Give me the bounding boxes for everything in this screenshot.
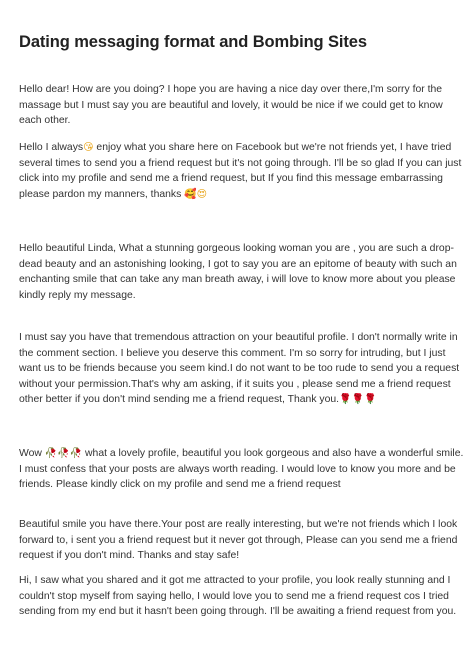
message-paragraph-7 <box>19 573 459 620</box>
line-text: other better if you don't mind sending me a friend request, Thank you. <box>19 394 340 406</box>
line-text: Wow <box>19 448 45 459</box>
paragraph-line: massage but I must say you are beautiful and lovely, it would be nice if we could get to know <box>19 99 443 111</box>
line-text: what a lovely profile, beautiful you look gorgeous and also have a wonderful smile. <box>82 448 464 459</box>
paragraph-line: each other. <box>19 115 71 127</box>
paragraph-line: request if you don't mind. Thanks and stay safe! <box>19 550 240 562</box>
paragraph-line: sending from my end but it hasn't been going through. I'll be awaiting a friend request from you. <box>19 606 457 618</box>
message-paragraph-4 <box>19 330 459 408</box>
paragraph-line: the comment section. I believe you deserve this comment. I'm so sorry for intruding, but I just <box>19 347 446 359</box>
line-text: please pardon my manners, thanks <box>19 188 185 200</box>
paragraph-line: Hi, I saw what you shared and it got me attracted to your profile, you look really stunning and I <box>19 575 451 586</box>
paragraph-line: click into my profile and send me a friend request, but If you find this message embarrassing <box>19 173 443 185</box>
paragraph-line: dead beauty and an astonishing looking, I got to say you are an epitome of beauty with such an <box>19 258 457 270</box>
paragraph-line: couldn't stop myself from saying hello, I would love you to send me a friend request cos I tried <box>19 590 449 602</box>
paragraph-line: Hello beautiful Linda, What a stunning gorgeous looking woman you are , you are such a drop- <box>19 243 454 254</box>
message-paragraph-5 <box>19 446 464 493</box>
paragraph-line <box>19 392 459 408</box>
message-paragraph-2 <box>19 140 462 202</box>
paragraph-line: several times to send you a friend request but it's not going through. I'll be so glad If you can just <box>19 157 462 169</box>
paragraph-line: Beautiful smile you have there.Your post are really interesting, but we're not friends which I look <box>19 519 458 530</box>
paragraph-line: Hello dear! How are you doing? I hope you are having a nice day over there,I'm sorry for the <box>19 84 443 95</box>
paragraph-line: I must say you have that tremendous attraction on your beautiful profile. I don't normally write in <box>19 332 458 343</box>
paragraph-line: forward to, i sent you a friend request but it never got through, Please can you send me a friend <box>19 534 458 546</box>
message-paragraph-1 <box>19 82 459 129</box>
kissing-face-icon: 😘 <box>83 142 94 153</box>
paragraph-line: I must confess that your posts are always worth reading. I would love to know you more and be <box>19 463 456 475</box>
paragraph-line: without your permission.That's why am asking, if it suits you , please send me a friend request <box>19 378 451 390</box>
heart-eyes-icon: 🥰😍 <box>184 188 208 200</box>
paragraph-line <box>19 187 459 203</box>
paragraph-line <box>19 446 464 462</box>
line-text: Hello I always <box>19 142 84 153</box>
paragraph-line: want us to be friends because you seem kind.I do not want to be too rude to send you a request <box>19 363 460 375</box>
paragraph-line: friends. Please kindly click on my profile and send me a friend request <box>19 479 341 491</box>
paragraph-line: enchanting smile that can take any man breath away, i will love to know more about you please <box>19 274 456 286</box>
document-title: Dating messaging format and Bombing Sites <box>19 33 367 51</box>
line-text: enjoy what you share here on Facebook but we're not friends yet, I have tried <box>93 142 452 153</box>
message-paragraph-3 <box>19 241 459 303</box>
paragraph-line: kindly reply my message. <box>19 289 136 301</box>
rose-icon: 🌹🌹🌹 <box>339 394 377 406</box>
message-paragraph-6 <box>19 517 459 564</box>
paragraph-line <box>19 140 459 156</box>
wilted-rose-icon: 🥀🥀🥀 <box>44 448 83 459</box>
